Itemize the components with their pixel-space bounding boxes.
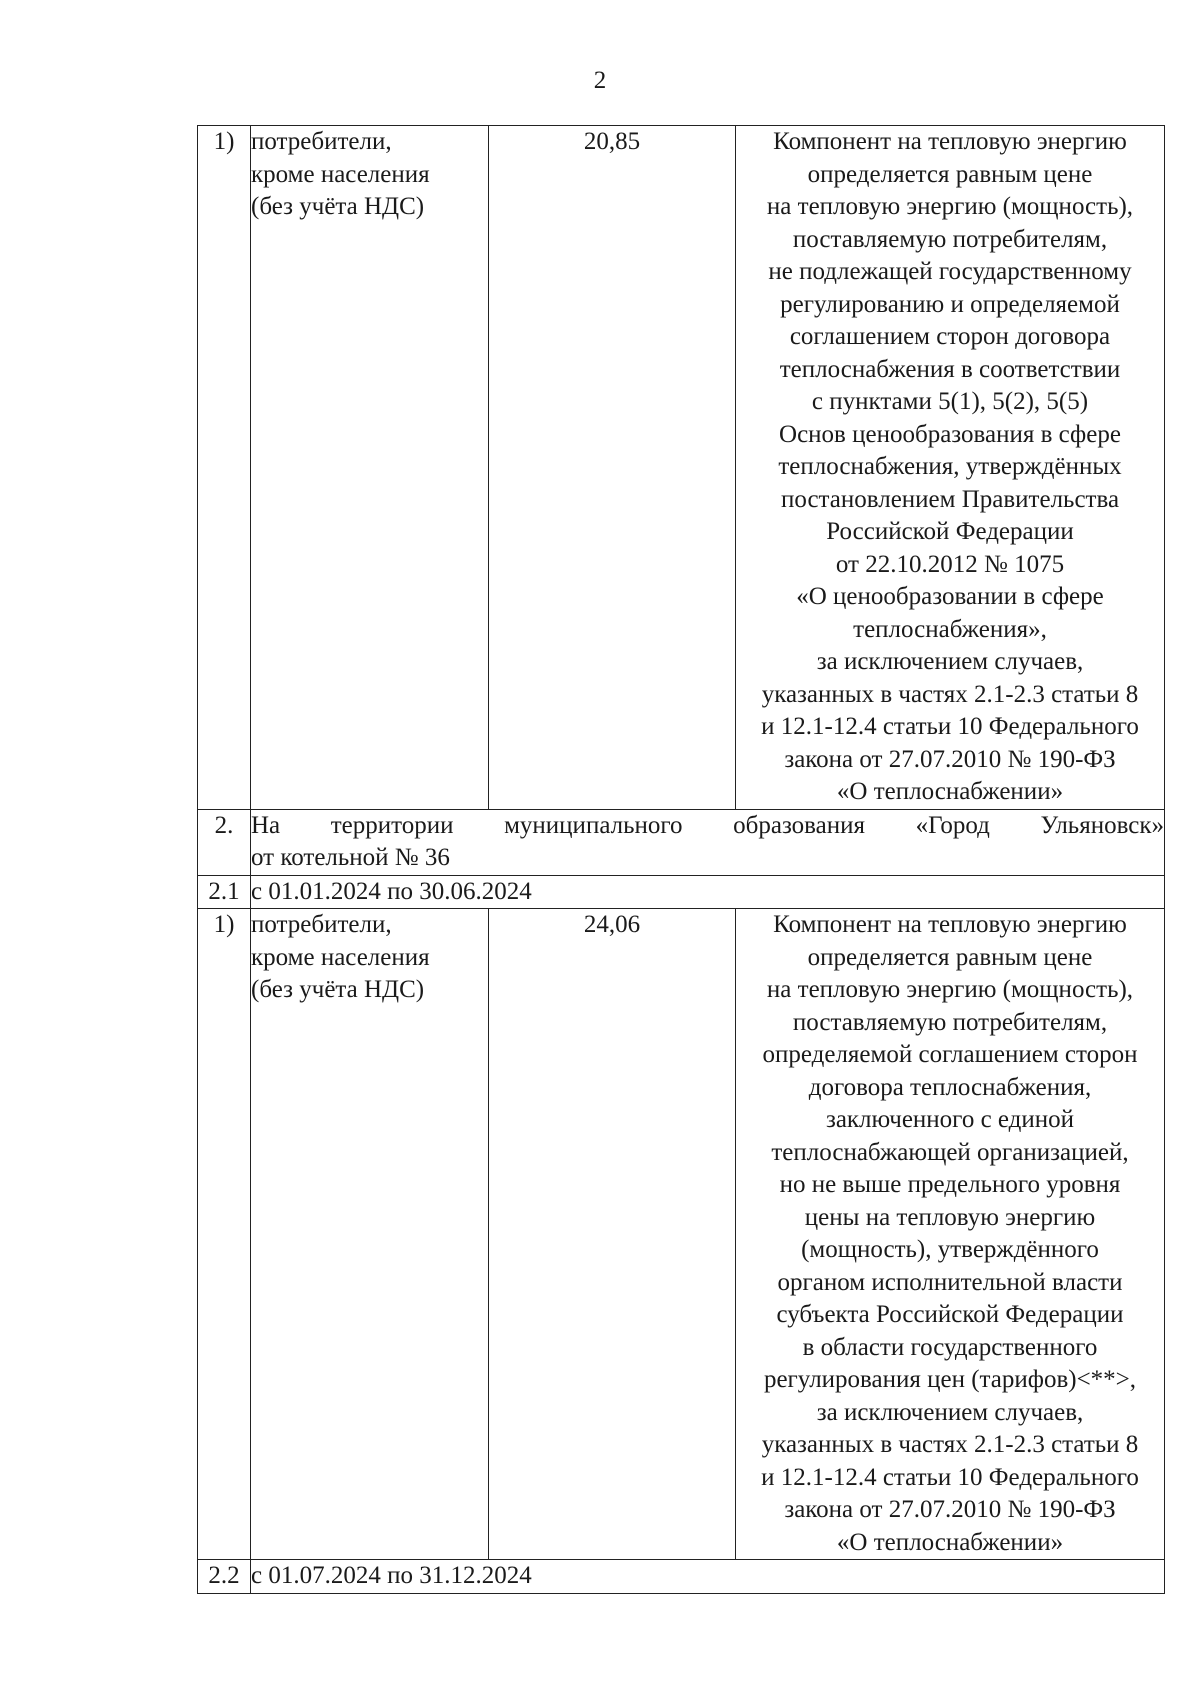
table-row	[198, 875, 1165, 909]
consumer-line: (без учёта НДС)	[251, 193, 425, 220]
component-line: поставляемую потребителям,	[792, 1008, 1108, 1036]
consumer-line: кроме населения	[251, 160, 430, 188]
table-row	[198, 1560, 1165, 1594]
component-line: органом исполнительной власти	[777, 1268, 1123, 1296]
row-number: 1)	[198, 126, 251, 810]
period-number: 2.2	[198, 1560, 251, 1594]
component-line: за исключением случаев,	[816, 1398, 1084, 1426]
component-line: постановлением Правительства	[780, 485, 1120, 513]
table-row	[198, 809, 1165, 875]
component-line: указанных в частях 2.1-2.3 статьи 8	[761, 680, 1139, 708]
component-line: Российской Федерации	[826, 518, 1074, 545]
component-line: определяемой соглашением сторон	[762, 1041, 1138, 1068]
component-line: теплоснабжения, утверждённых	[778, 453, 1122, 480]
component-line: регулированию и определяемой	[780, 290, 1120, 318]
component-line: определяется равным цене	[807, 943, 1093, 971]
table-row	[198, 909, 1165, 1560]
component-line: заключенного с единой	[825, 1106, 1075, 1133]
period-text: с 01.01.2024 по 30.06.2024	[251, 875, 1165, 909]
component-line: и 12.1-12.4 статьи 10 Федерального	[761, 713, 1139, 740]
section-heading	[251, 809, 1165, 875]
component-line: субъекта Российской Федерации	[776, 1301, 1124, 1328]
consumer-line: потребители,	[251, 128, 392, 155]
component-cell	[736, 909, 1165, 1560]
component-line: и 12.1-12.4 статьи 10 Федерального	[761, 1463, 1139, 1491]
component-line: на тепловую энергию (мощность),	[766, 193, 1134, 220]
consumer-line: кроме населения	[251, 943, 430, 971]
period-text: с 01.07.2024 по 31.12.2024	[251, 1560, 1165, 1594]
component-line: поставляемую потребителям,	[792, 225, 1108, 253]
component-line: «О ценообразовании в сфере	[796, 583, 1104, 610]
component-line: соглашением сторон договора	[789, 323, 1111, 350]
section-heading-line: от котельной № 36	[251, 844, 450, 871]
component-cell	[736, 126, 1165, 810]
component-line: теплоснабжения»,	[853, 615, 1047, 643]
component-line: в области государственного	[802, 1333, 1098, 1361]
component-line: регулирования цен (тарифов)<**>,	[763, 1366, 1137, 1393]
tariff-value: 24,06	[489, 909, 736, 1560]
tariff-value: 20,85	[489, 126, 736, 810]
consumer-cell	[251, 909, 489, 1560]
period-number: 2.1	[198, 875, 251, 909]
component-line: от 22.10.2012 № 1075	[835, 550, 1065, 578]
section-heading-line: На территории муниципального образования «Город Ульяновск»	[251, 811, 1164, 839]
component-line: но не выше предельного уровня	[779, 1171, 1121, 1198]
component-line: Компонент на тепловую энергию	[773, 911, 1127, 938]
component-line: «О теплоснабжении»	[836, 778, 1064, 805]
tariff-table	[197, 125, 1165, 1594]
section-number: 2.	[198, 809, 251, 875]
component-line: не подлежащей государственному	[768, 258, 1132, 285]
component-line: «О теплоснабжении»	[836, 1528, 1064, 1556]
component-line: на тепловую энергию (мощность),	[766, 976, 1134, 1003]
component-line: договора теплоснабжения,	[808, 1073, 1092, 1101]
component-line: Компонент на тепловую энергию	[773, 128, 1127, 155]
consumer-line: потребители,	[251, 911, 392, 938]
component-line: за исключением случаев,	[816, 648, 1084, 675]
component-line: (мощность), утверждённого	[801, 1236, 1099, 1263]
page-number: 2	[593, 67, 607, 94]
component-line: теплоснабжающей организацией,	[771, 1138, 1129, 1166]
component-line: указанных в частях 2.1-2.3 статьи 8	[761, 1431, 1139, 1458]
component-line: теплоснабжения в соответствии	[779, 355, 1121, 383]
consumer-cell	[251, 126, 489, 810]
component-line: определяется равным цене	[807, 160, 1093, 188]
row-number: 1)	[198, 909, 251, 1560]
component-line: цены на тепловую энергию	[804, 1203, 1096, 1231]
table-row	[198, 126, 1165, 810]
component-line: закона от 27.07.2010 № 190-ФЗ	[784, 745, 1116, 773]
component-line: Основ ценообразования в сфере	[779, 420, 1121, 448]
component-line: с пунктами 5(1), 5(2), 5(5)	[811, 388, 1089, 415]
component-line: закона от 27.07.2010 № 190-ФЗ	[784, 1496, 1116, 1523]
consumer-line: (без учёта НДС)	[251, 976, 425, 1003]
